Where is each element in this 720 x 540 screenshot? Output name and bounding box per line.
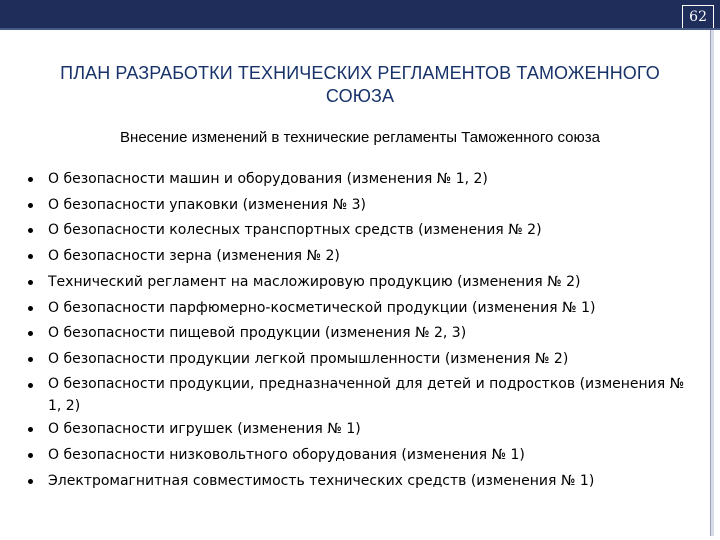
list-item xyxy=(0,296,700,322)
list-item-text: О безопасности продукции легкой промышленности (изменения № 2) xyxy=(48,350,569,367)
list-item xyxy=(0,218,700,244)
list-item-text: О безопасности упаковки (изменения № 3) xyxy=(48,196,367,213)
header-underline xyxy=(0,28,720,30)
list-item-text: Электромагнитная совместимость технических средств (изменения № 1) xyxy=(48,472,595,489)
list-item xyxy=(0,244,700,270)
slide-title: ПЛАН РАЗРАБОТКИ ТЕХНИЧЕСКИХ РЕГЛАМЕНТОВ ТАМОЖЕННОГО СОЮЗА xyxy=(60,63,660,106)
list-item xyxy=(0,417,700,443)
bullet-icon xyxy=(28,228,33,233)
right-border-shade xyxy=(711,30,714,536)
bullet-icon xyxy=(28,254,33,259)
bullet-icon xyxy=(28,479,33,484)
list-item xyxy=(0,321,700,347)
page-number: 62 xyxy=(682,5,714,28)
bullet-icon xyxy=(28,306,33,311)
list-item-text: О безопасности машин и оборудования (изменения № 1, 2) xyxy=(48,171,488,187)
list-item xyxy=(0,193,700,219)
list-item xyxy=(0,347,700,373)
list-item-text: Технический регламент на масложировую продукцию (изменения № 2) xyxy=(48,273,581,290)
list-item-text: О безопасности зерна (изменения № 2) xyxy=(48,248,340,265)
bullet-icon xyxy=(28,357,33,362)
list-item xyxy=(0,469,700,495)
list-item xyxy=(0,373,700,418)
list-item-text: О безопасности продукции, предназначенной для детей и подростков (изменения № 1, 2) xyxy=(48,375,685,414)
regulations-list xyxy=(0,167,700,494)
list-item-text: О безопасности колесных транспортных средств (изменения № 2) xyxy=(48,222,542,239)
bullet-icon xyxy=(28,331,33,336)
list-item-text: О безопасности пищевой продукции (изменения № 2, 3) xyxy=(48,325,467,342)
bullet-icon xyxy=(28,427,33,432)
bullet-icon xyxy=(28,383,33,388)
list-item xyxy=(0,270,700,296)
bullet-icon xyxy=(28,203,33,208)
header-bar xyxy=(0,0,720,28)
list-item xyxy=(0,167,700,193)
list-item-text: О безопасности парфюмерно-косметической продукции (изменения № 1) xyxy=(48,299,596,316)
bullet-icon xyxy=(28,177,33,182)
bullet-icon xyxy=(28,453,33,458)
slide-subtitle: Внесение изменений в технические регламенты Таможенного союза xyxy=(120,129,600,146)
bullet-icon xyxy=(28,280,33,285)
list-item-text: О безопасности низковольтного оборудования (изменения № 1) xyxy=(48,446,525,463)
right-border-line xyxy=(710,30,711,536)
list-item-text: О безопасности игрушек (изменения № 1) xyxy=(48,421,361,438)
list-item xyxy=(0,443,700,469)
